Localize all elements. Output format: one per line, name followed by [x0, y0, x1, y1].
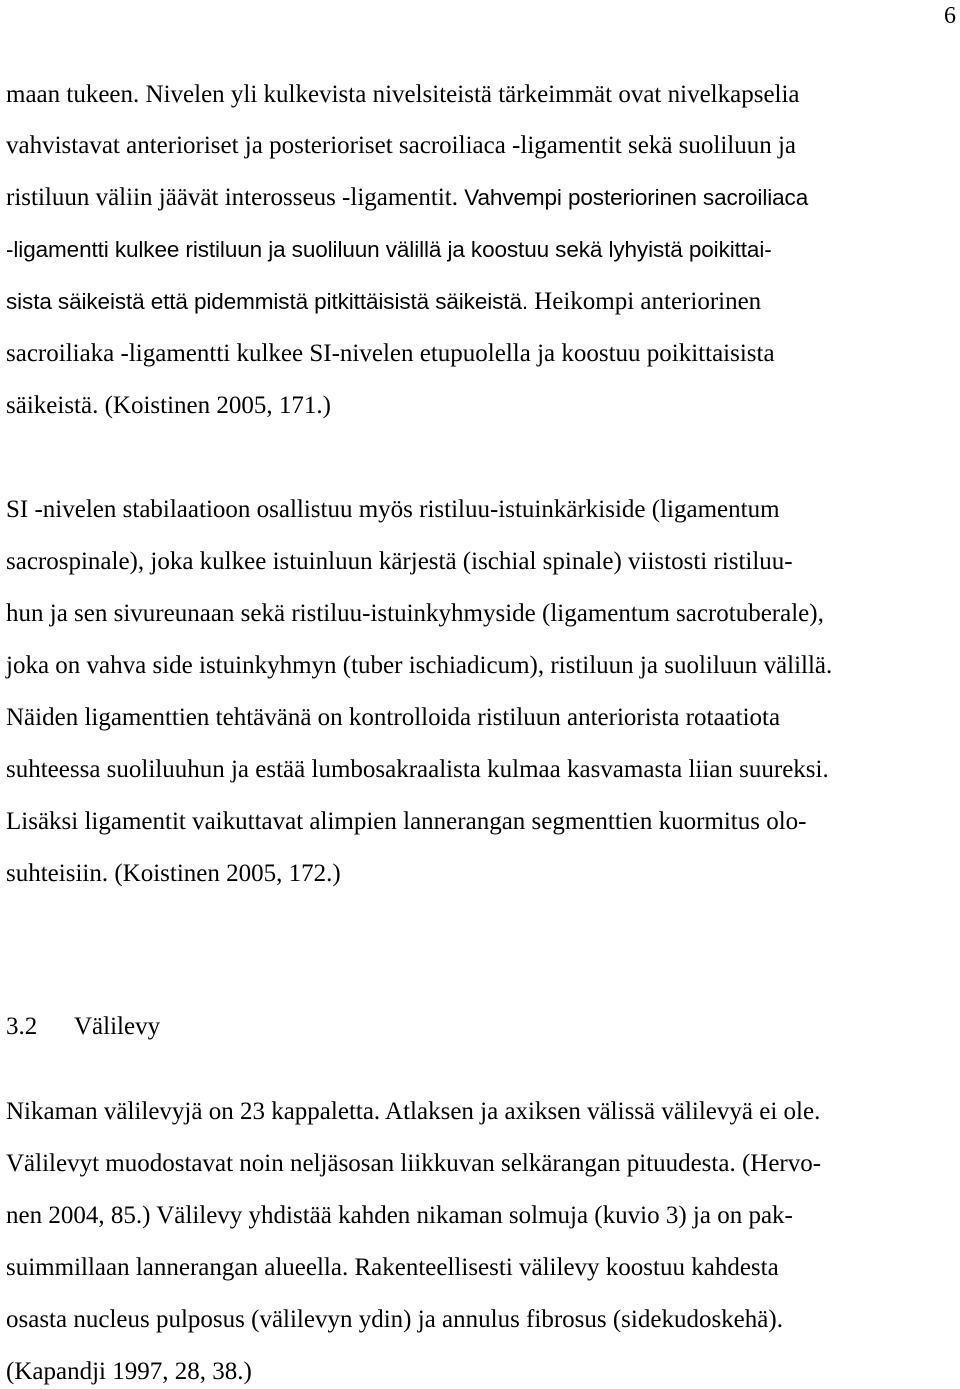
- text-line: Nikaman välilevyjä on 23 kappaletta. Atlaksen ja axiksen välissä välilevyä ei ole.: [6, 1098, 821, 1125]
- text-line: nen 2004, 85.) Välilevy yhdistää kahden nikaman solmuja (kuvio 3) ja on pak-: [6, 1202, 793, 1229]
- text-line: vahvistavat anterioriset ja posterioriset sacroiliaca -ligamentit sekä suoliluun ja: [6, 132, 797, 159]
- section-heading: [6, 1012, 160, 1042]
- section-number: 3.2: [6, 1013, 38, 1040]
- text-line: sacroiliaka -ligamentti kulkee SI-nivelen etupuolella ja koostuu poikittaisista: [6, 340, 775, 367]
- text-line: suimmillaan lannerangan alueella. Rakenteellisesti välilevy koostuu kahdesta: [6, 1254, 779, 1281]
- section-title: Välilevy: [74, 1013, 161, 1040]
- text-line: SI -nivelen stabilaatioon osallistuu myös ristiluu-istuinkärkiside (ligamentum: [6, 496, 780, 523]
- text-line: [6, 287, 761, 317]
- text-line: säikeistä. (Koistinen 2005, 171.): [6, 392, 331, 419]
- text-segment: Vahvempi posteriorinen sacroiliaca: [464, 185, 809, 210]
- text-segment: Nivelen yli kulkevista nivelsiteistä tärkeimmät ovat nivelkapselia: [145, 81, 800, 108]
- text-line: osasta nucleus pulposus (välilevyn ydin) ja annulus fibrosus (sidekudoskehä).: [6, 1306, 783, 1333]
- text-line: -ligamentti kulkee ristiluun ja suoliluun välillä ja koostuu sekä lyhyistä poikittai-: [6, 237, 772, 262]
- text-line: (Kapandji 1997, 28, 38.): [6, 1358, 252, 1385]
- text-line: suhteessa suoliluuhun ja estää lumbosakraalista kulmaa kasvamasta liian suureksi.: [6, 756, 829, 783]
- page-number: 6: [944, 3, 956, 29]
- text-line: [6, 183, 808, 213]
- text-line: Välilevyt muodostavat noin neljäsosan liikkuvan selkärangan pituudesta. (Hervo-: [6, 1150, 822, 1177]
- text-line: [6, 80, 800, 110]
- text-segment: Heikompi anteriorinen: [534, 288, 762, 315]
- text-segment: ristiluun väliin jäävät interosseus -ligamentit.: [6, 184, 465, 211]
- text-line: joka on vahva side istuinkyhmyn (tuber ischiadicum), ristiluun ja suoliluun välillä.: [6, 652, 833, 679]
- text-line: Lisäksi ligamentit vaikuttavat alimpien lannerangan segmenttien kuormitus olo-: [6, 808, 807, 835]
- text-line: suhteisiin. (Koistinen 2005, 172.): [6, 860, 341, 887]
- text-segment: sista säikeistä että pidemmistä pitkittäisistä säikeistä.: [6, 289, 535, 314]
- text-line: Näiden ligamenttien tehtävänä on kontrolloida ristiluun anteriorista rotaatiota: [6, 704, 781, 731]
- text-segment: maan tukeen.: [6, 81, 146, 108]
- text-line: hun ja sen sivureunaan sekä ristiluu-istuinkyhmyside (ligamentum sacrotuberale),: [6, 600, 824, 627]
- text-line: sacrospinale), joka kulkee istuinluun kärjestä (ischial spinale) viistosti ristiluu-: [6, 548, 793, 575]
